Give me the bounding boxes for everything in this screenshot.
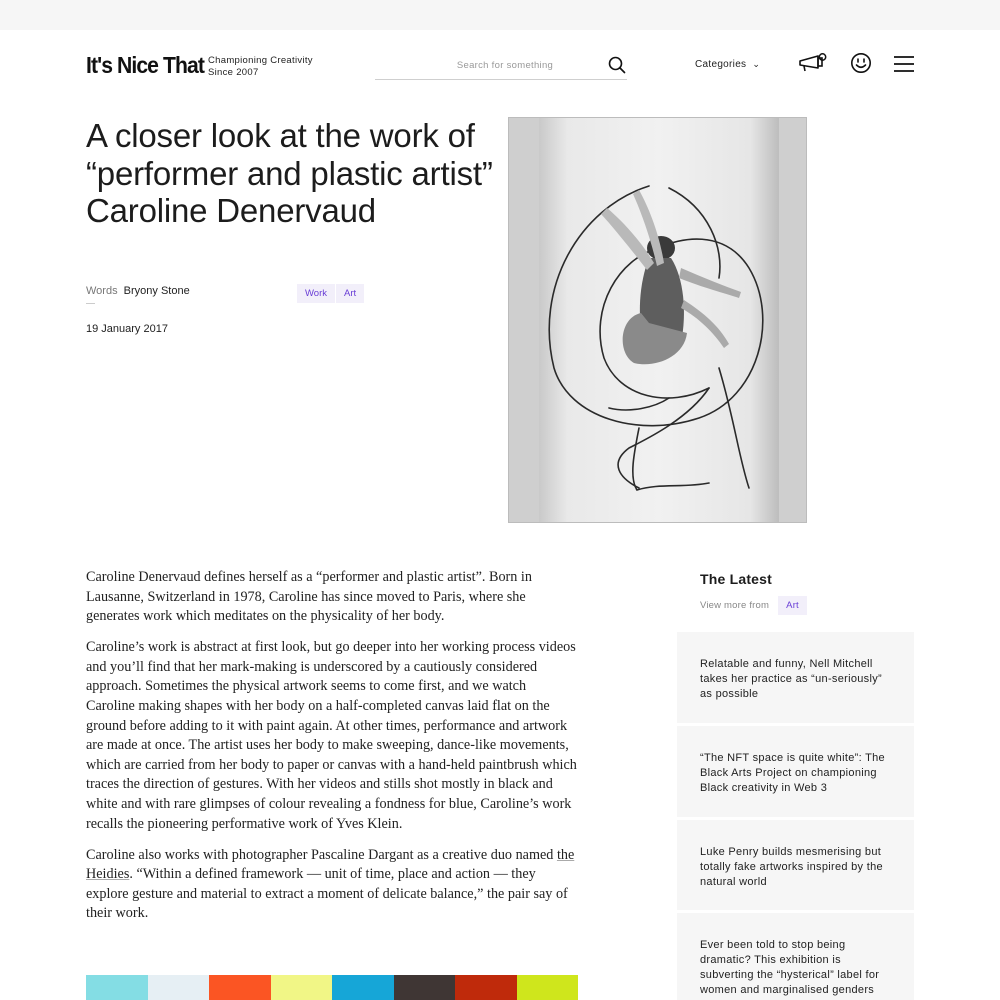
- latest-list: [677, 632, 914, 1000]
- hamburger-menu-icon[interactable]: [893, 55, 915, 73]
- color-swatch: [86, 975, 148, 1000]
- view-more-tag-art[interactable]: Art: [778, 596, 807, 615]
- paragraph-3-start: Caroline also works with photographer Pascaline Dargant as a creative duo named: [86, 846, 557, 863]
- author-link[interactable]: Bryony Stone: [123, 285, 190, 297]
- color-swatch: [209, 975, 271, 1000]
- top-strip: [0, 0, 1000, 30]
- search-icon[interactable]: [608, 56, 626, 74]
- latest-card[interactable]: Luke Penry builds mesmerising but totally fake artworks inspired by the natural world: [677, 820, 914, 910]
- byline: [86, 285, 190, 297]
- dancer-painting-illustration: [509, 118, 807, 523]
- site-logo[interactable]: It's Nice That: [86, 52, 204, 78]
- view-more-label: View more from: [700, 600, 770, 611]
- publish-date: 19 January 2017: [86, 323, 168, 335]
- search-bar: [375, 52, 627, 80]
- site-header: [0, 30, 1000, 100]
- color-swatch: [455, 975, 517, 1000]
- latest-card[interactable]: Ever been told to stop being dramatic? This exhibition is subverting the “hysterical” label for women and marginalised genders: [677, 913, 914, 1000]
- categories-dropdown[interactable]: [695, 59, 760, 70]
- latest-heading: The Latest: [700, 571, 773, 587]
- search-input[interactable]: [375, 56, 595, 74]
- tagline-line-2: Since 2007: [208, 67, 259, 78]
- megaphone-icon[interactable]: [798, 52, 828, 74]
- categories-label: Categories: [695, 59, 747, 70]
- color-swatch-strip: [86, 975, 578, 1000]
- tagline-line-1: Championing Creativity: [208, 55, 313, 66]
- color-swatch: [148, 975, 210, 1000]
- view-more-from: [700, 596, 808, 615]
- smiley-icon[interactable]: [850, 52, 872, 74]
- chevron-down-icon: ⌄: [752, 59, 761, 69]
- words-label: Words: [86, 285, 118, 297]
- byline-divider: [86, 303, 95, 304]
- color-swatch: [517, 975, 579, 1000]
- paragraph-2: Caroline’s work is abstract at first look, but go deeper into her working process videos and you’ll find that her mark-making is underscored by a cautiously considered approach. Sometimes the physical artwork seems to come first, and we watch Caroline making shapes with her body on a half-completed canvas laid flat on the ground before adding to it with paint again. At other times, performance and artwork are made at once. The artist uses her body to make sweeping, dance-like movements, which are carried from her body to paper or canvas with a hand-held paintbrush which traces the direction of gestures. With her videos and stills shot mostly in black and white and with rare glimpses of colour revealing a fondness for blue, Caroline’s work recalls the pioneering performative work of Yves Klein.: [86, 639, 577, 832]
- article-body: [86, 568, 578, 935]
- latest-card[interactable]: Relatable and funny, Nell Mitchell takes her practice as “un-seriously” as possible: [677, 632, 914, 723]
- color-swatch: [394, 975, 456, 1000]
- paragraph-3-end: . “Within a defined framework — unit of time, place and action — they explore gesture and material to extract a moment of delicate balance,” the pair say of their work.: [86, 866, 568, 922]
- tag-art[interactable]: Art: [336, 284, 364, 303]
- paragraph-3: [86, 846, 578, 924]
- article-tags: [297, 284, 365, 303]
- site-tagline: [208, 55, 313, 79]
- color-swatch: [271, 975, 333, 1000]
- tag-work[interactable]: Work: [297, 284, 335, 303]
- latest-card[interactable]: “The NFT space is quite white”: The Black Arts Project on championing Black creativity in Web 3: [677, 726, 914, 817]
- article-title: A closer look at the work of “performer and plastic artist” Caroline Denervaud: [86, 117, 493, 229]
- hero-image: [508, 117, 807, 523]
- paragraph-1: Caroline Denervaud defines herself as a “performer and plastic artist”. Born in Lausanne, Switzerland in 1978, Caroline has since moved to Paris, where she generates work which meditates on the physicality of her body.: [86, 569, 532, 625]
- color-swatch: [332, 975, 394, 1000]
- the-heidies-link[interactable]: the Heidies: [86, 846, 575, 883]
